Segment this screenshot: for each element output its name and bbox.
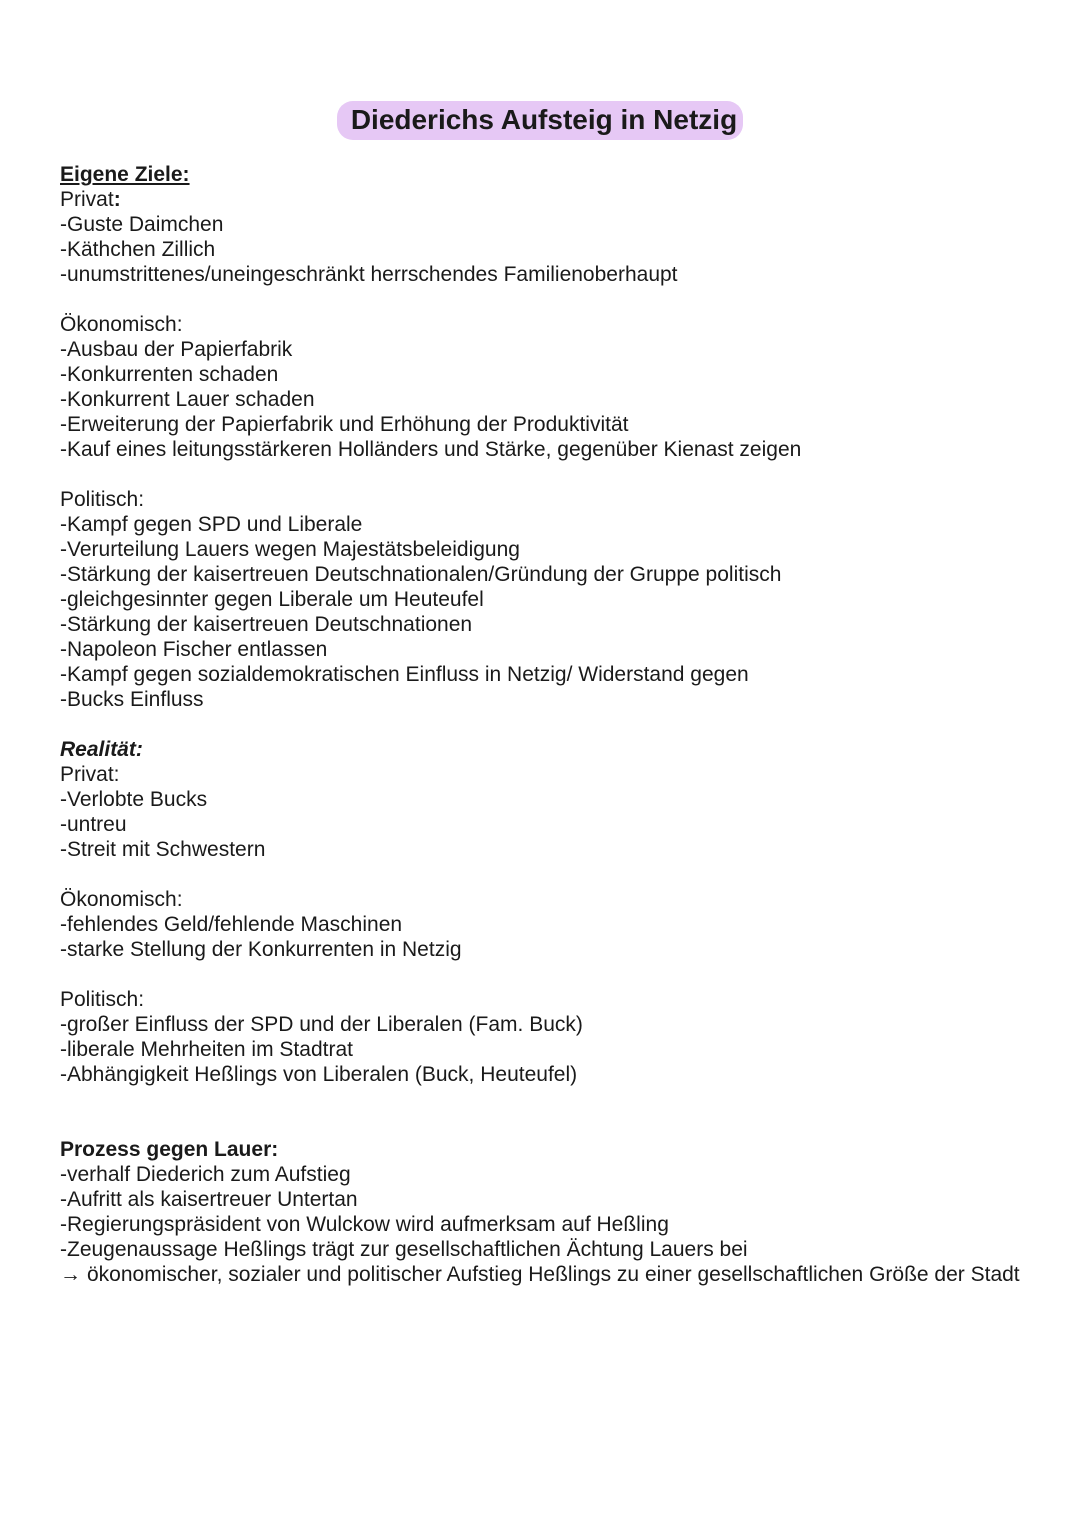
list-item: -gleichgesinnter gegen Liberale um Heuteufel <box>60 588 484 611</box>
list-item: -starke Stellung der Konkurrenten in Netzig <box>60 938 462 961</box>
subheading-reality-political: Politisch: <box>60 988 145 1011</box>
conclusion-text: ökonomischer, sozialer und politischer Aufstieg Heßlings zu einer gesellschaftlichen Größe der Stadt <box>87 1263 1020 1286</box>
arrow-right-icon: → <box>60 1263 81 1286</box>
subheading-goals-political: Politisch: <box>60 488 145 511</box>
list-item: -Stärkung der kaisertreuen Deutschnationen <box>60 613 473 636</box>
list-item: -Käthchen Zillich <box>60 238 216 261</box>
spacer <box>60 962 1030 987</box>
subheading-goals-economic: Ökonomisch: <box>60 313 183 336</box>
spacer <box>60 1087 1030 1137</box>
subheading-goals-private: Privat: <box>60 188 121 211</box>
list-item: -Zeugenaussage Heßlings trägt zur gesellschaftlichen Ächtung Lauers bei <box>60 1238 748 1261</box>
list-item: -unumstrittenes/uneingeschränkt herrschendes Familienoberhaupt <box>60 263 678 286</box>
list-item: -Aufritt als kaisertreuer Untertan <box>60 1188 358 1211</box>
list-item: -Napoleon Fischer entlassen <box>60 638 328 661</box>
list-item: -untreu <box>60 813 127 836</box>
list-item: -fehlendes Geld/fehlende Maschinen <box>60 913 403 936</box>
list-item: -Erweiterung der Papierfabrik und Erhöhung der Produktivität <box>60 413 629 436</box>
list-item: -Bucks Einfluss <box>60 688 204 711</box>
list-item: -Streit mit Schwestern <box>60 838 266 861</box>
page-title: Diederichs Aufsteig in Netzig <box>337 101 743 140</box>
list-item: -liberale Mehrheiten im Stadtrat <box>60 1038 353 1061</box>
section-heading-goals: Eigene Ziele: <box>60 163 190 186</box>
list-item: -großer Einfluss der SPD und der Liberalen (Fam. Buck) <box>60 1013 583 1036</box>
list-item: -Konkurrenten schaden <box>60 363 279 386</box>
spacer <box>60 287 1030 312</box>
subheading-reality-private: Privat: <box>60 763 120 786</box>
list-item: -Konkurrent Lauer schaden <box>60 388 315 411</box>
list-item: -verhalf Diederich zum Aufstieg <box>60 1163 351 1186</box>
title-container <box>0 101 1080 140</box>
section-heading-reality: Realität: <box>60 738 143 761</box>
list-item: -Regierungspräsident von Wulckow wird aufmerksam auf Heßling <box>60 1213 669 1236</box>
list-item: -Guste Daimchen <box>60 213 224 236</box>
section-heading-trial: Prozess gegen Lauer: <box>60 1138 279 1161</box>
list-item: -Stärkung der kaisertreuen Deutschnationalen/Gründung der Gruppe politisch <box>60 563 782 586</box>
list-item: -Verlobte Bucks <box>60 788 208 811</box>
list-item: -Ausbau der Papierfabrik <box>60 338 293 361</box>
spacer <box>60 712 1030 737</box>
spacer <box>60 462 1030 487</box>
list-item: -Kampf gegen sozialdemokratischen Einfluss in Netzig/ Widerstand gegen <box>60 663 749 686</box>
list-item: -Verurteilung Lauers wegen Majestätsbeleidigung <box>60 538 520 561</box>
subheading-reality-economic: Ökonomisch: <box>60 888 183 911</box>
spacer <box>60 862 1030 887</box>
list-item: -Kampf gegen SPD und Liberale <box>60 513 363 536</box>
document-body <box>60 162 1030 1287</box>
conclusion <box>60 1262 1030 1287</box>
list-item: -Abhängigkeit Heßlings von Liberalen (Buck, Heuteufel) <box>60 1063 578 1086</box>
list-item: -Kauf eines leitungsstärkeren Holländers und Stärke, gegenüber Kienast zeigen <box>60 438 802 461</box>
